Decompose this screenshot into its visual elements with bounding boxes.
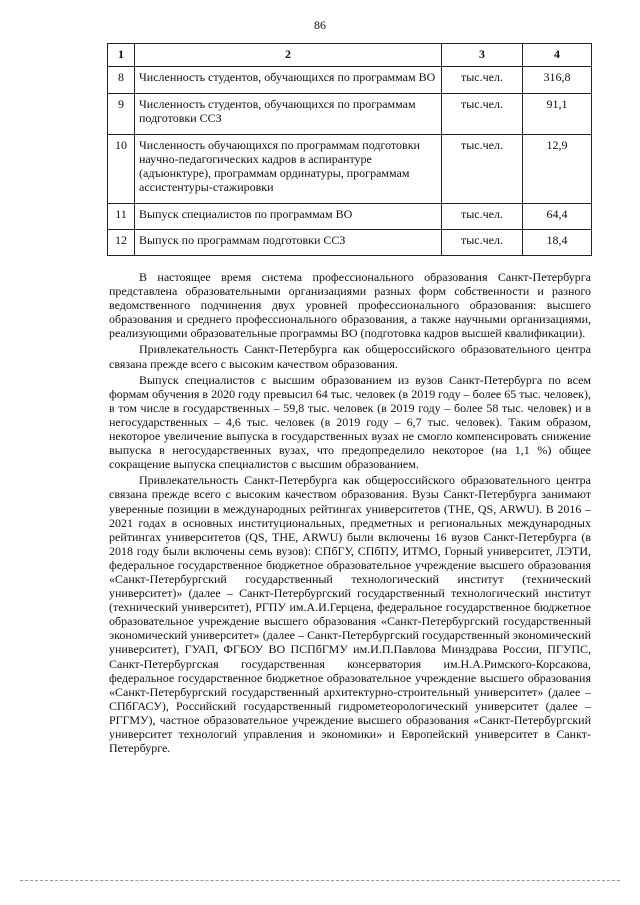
row-indicator: Выпуск специалистов по программам ВО	[135, 204, 442, 230]
paragraph: Выпуск специалистов с высшим образованием из вузов Санкт-Петербурга по всем формам обучения в 2020 году превысил 64 тыс. человек (в 2019 году – более 65 тыс. человек), в том числе в государственных – 59,8 тыс. человек (в 2019 году – более 58 тыс. человек) и в негосударственных – 4,6 тыс. человек (в 2019 году – 6,7 тыс. человек). Таким образом, некоторое увеличение выпуска в государственных вузах не смогло компенсировать снижение выпуска в негосударственных вузах, что предопределило некоторое (на 1,1 %) общее сокращение выпуска специалистов с высшим образованием.	[109, 372, 591, 472]
row-value: 12,9	[523, 135, 592, 204]
table-row	[108, 67, 592, 94]
row-indicator: Выпуск по программам подготовки ССЗ	[135, 230, 442, 256]
row-number: 11	[108, 204, 135, 230]
table-row	[108, 135, 592, 204]
row-indicator: Численность студентов, обучающихся по программам подготовки ССЗ	[135, 94, 442, 135]
row-unit: тыс.чел.	[442, 230, 523, 256]
row-indicator: Численность обучающихся по программам подготовки научно-педагогических кадров в аспирантуре (адъюнктуре), программам ординатуры, программам ассистентуры-стажировки	[135, 135, 442, 204]
table-row	[108, 94, 592, 135]
row-indicator: Численность студентов, обучающихся по программам ВО	[135, 67, 442, 94]
header-cell: 1	[108, 44, 135, 67]
paragraph: В настоящее время система профессионального образования Санкт-Петербурга представлена образовательными организациями разных форм собственности и разного ведомственного подчинения двух уровней профессионального образования: высшего образования и среднего профессионального образования, а также научными организациями, реализующими образовательные программы ВО (подготовка кадров высшей квалификации).	[109, 270, 591, 341]
header-cell: 4	[523, 44, 592, 67]
statistics-table	[107, 43, 592, 256]
row-number: 10	[108, 135, 135, 204]
page-bottom-rule	[20, 880, 620, 881]
row-value: 64,4	[523, 204, 592, 230]
row-number: 9	[108, 94, 135, 135]
row-value: 316,8	[523, 67, 592, 94]
paragraph: Привлекательность Санкт-Петербурга как общероссийского образовательного центра связана прежде всего с высоким качеством образования. Вузы Санкт-Петербурга занимают уверенные позиции в международных рейтингах университетов (THE, QS, ARWU). В 2016 – 2021 годах в основных институциональных, предметных и региональных международных рейтингах университетов (QS, THE, ARWU) были включены 16 вузов Санкт-Петербурга (в 2018 году были включены семь вузов): СПбГУ, СПбПУ, ИТМО, Горный университет, ЛЭТИ, федеральное государственное бюджетное образовательное учреждение высшего образования «Санкт-Петербургский государственный технологический институт (технический университет)» (далее – Санкт-Петербургский государственный технологический институт (технический университет), РГПУ им.А.И.Герцена, федеральное государственное бюджетное образовательное учреждение высшего образования «Санкт-Петербургский государственный экономический университет» (далее – Санкт-Петербургский государственный экономический университет), ГУАП, ФГБОУ ВО ПСПбГМУ им.И.П.Павлова Минздрава России, ПГУПС, Санкт-Петербургская государственная консерватория им.Н.А.Римского-Корсакова, федеральное государственное бюджетное образовательное учреждение высшего образования «Санкт-Петербургский государственный архитектурно-строительный университет» (далее – СПбГАСУ), Российский государственный гидрометеорологический университет (далее – РГГМУ), частное образовательное учреждение высшего образования «Санкт-Петербургский университет технологий управления и экономики» и Европейский университет в Санкт-Петербурге.	[109, 473, 591, 756]
header-cell: 2	[135, 44, 442, 67]
row-number: 12	[108, 230, 135, 256]
row-unit: тыс.чел.	[442, 67, 523, 94]
row-unit: тыс.чел.	[442, 135, 523, 204]
table-row	[108, 204, 592, 230]
paragraph: Привлекательность Санкт-Петербурга как общероссийского образовательного центра связана прежде всего с высоким качеством образования.	[109, 342, 591, 371]
row-unit: тыс.чел.	[442, 204, 523, 230]
page-number: 86	[314, 18, 326, 32]
table-header-row	[108, 44, 592, 67]
row-number: 8	[108, 67, 135, 94]
row-value: 91,1	[523, 94, 592, 135]
row-unit: тыс.чел.	[442, 94, 523, 135]
body-text	[109, 270, 591, 755]
table-row	[108, 230, 592, 256]
header-cell: 3	[442, 44, 523, 67]
row-value: 18,4	[523, 230, 592, 256]
